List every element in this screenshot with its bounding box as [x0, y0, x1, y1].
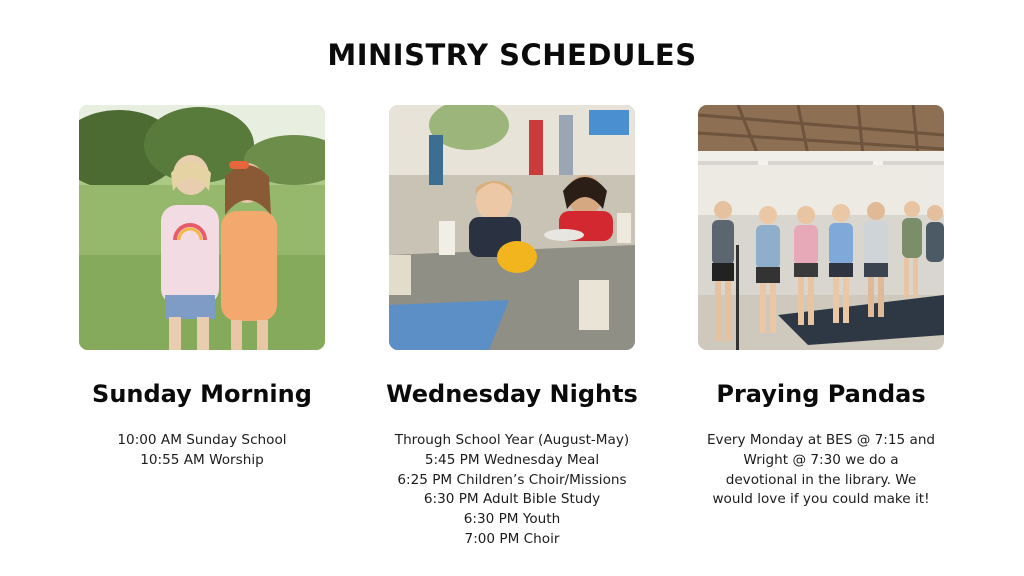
- schedule-card-praying-pandas: [698, 105, 944, 508]
- schedule-line: Through School Year (August-May): [394, 432, 630, 448]
- schedule-heading: Praying Pandas: [716, 380, 926, 408]
- schedule-line: Wright @ 7:30 we do a: [743, 451, 899, 468]
- schedule-heading: Wednesday Nights: [386, 380, 638, 408]
- schedule-heading: Sunday Morning: [92, 380, 312, 408]
- schedule-line: Every Monday at BES @ 7:15 and: [706, 432, 936, 448]
- schedule-line: 6:30 PM Adult Bible Study: [423, 491, 601, 508]
- schedule-lines: [339, 431, 685, 550]
- schedule-line: 6:30 PM Youth: [463, 511, 561, 528]
- photo-kids-eating: [389, 105, 635, 350]
- photo-kids-pavilion: [698, 105, 944, 350]
- schedule-line: 7:00 PM Choir: [464, 530, 560, 547]
- schedule-card-sunday-morning: [79, 105, 325, 468]
- schedule-description: [698, 431, 944, 510]
- schedule-line: 10:55 AM Worship: [140, 451, 264, 468]
- page-title: MINISTRY SCHEDULES: [327, 38, 697, 72]
- schedule-line: would love if you could make it!: [712, 491, 930, 508]
- schedule-lines: [29, 431, 375, 471]
- schedule-line: 5:45 PM Wednesday Meal: [424, 451, 600, 468]
- schedule-line: 10:00 AM Sunday School: [117, 432, 287, 448]
- photo-two-girls: [79, 105, 325, 350]
- schedule-line: 6:25 PM Children’s Choir/Missions: [397, 471, 627, 488]
- schedule-card-wednesday-nights: [386, 105, 638, 547]
- schedule-line: devotional in the library. We: [725, 471, 917, 488]
